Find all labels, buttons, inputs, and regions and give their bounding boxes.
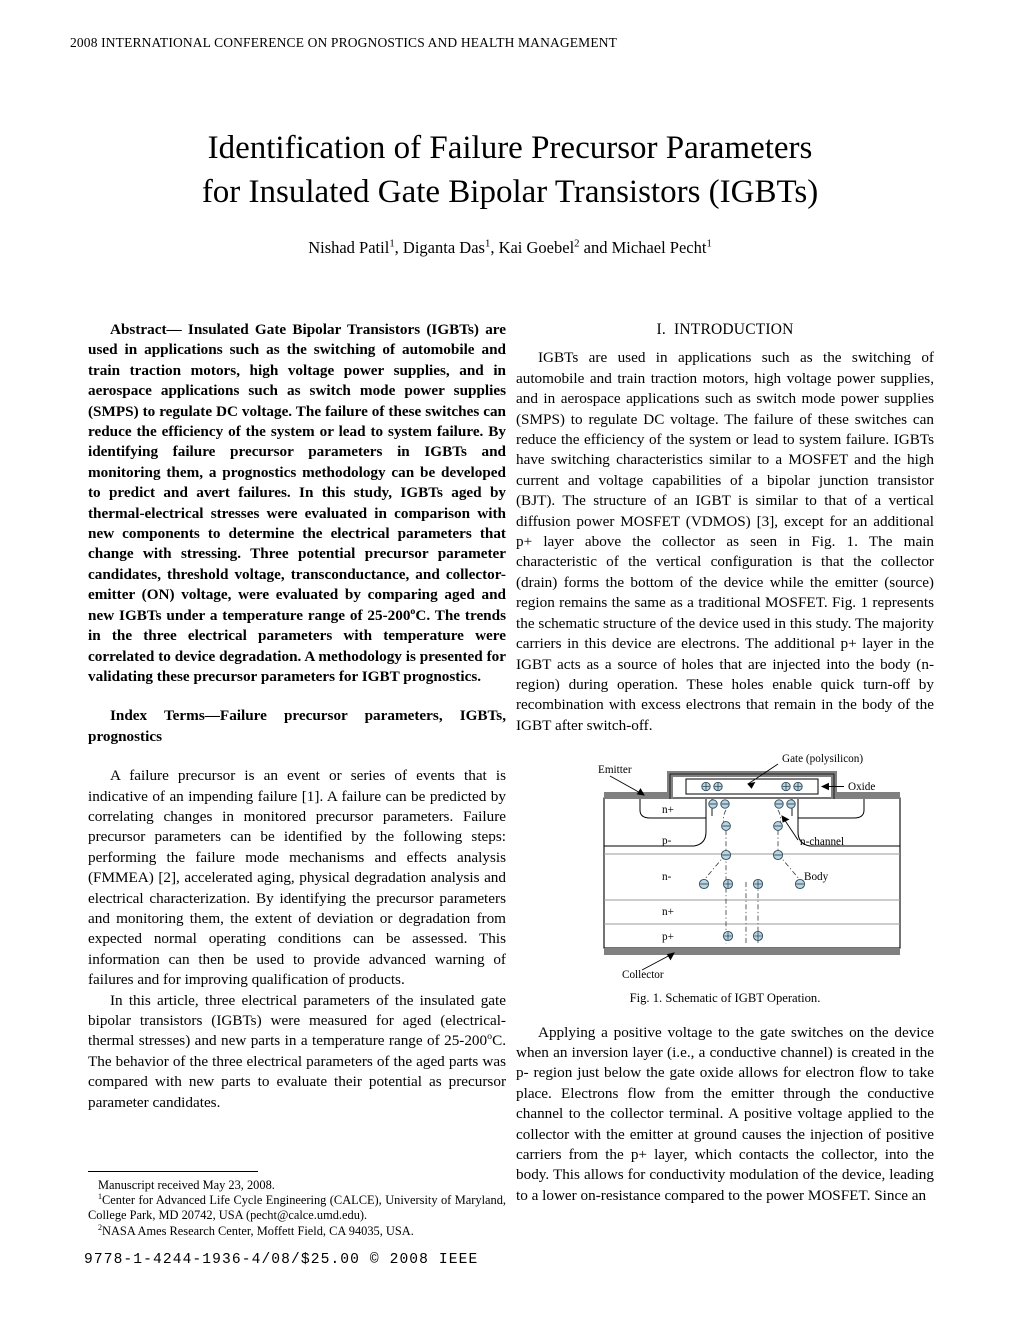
abstract-text-main: Abstract— Insulated Gate Bipolar Transistors (IGBTs) are used in applications such as the switching of automobile and train traction motors, high voltage power supplies, and in aerospace applications such as switch mode power supplies (SMPS) to regulate DC voltage. The failure of these switches can reduce the efficiency of the system or lead to system failure. By identifying failure precursor parameters in IGBTs and monitoring them, a prognostics methodology can be developed to predict and avert failures. In this study, IGBTs aged by thermal-electrical stresses were evaluated in comparison with new components to determine the electrical parameters that change with stressing. Three potential precursor parameter candidates, threshold voltage, transconductance, and collector-emitter (ON) voltage, were evaluated by comparing aged and new IGBTs under a temperature range of 25-200: [88, 321, 506, 624]
right-paragraph-1: IGBTs are used in applications such as the switching of automobile and train traction motors, high voltage power supplies, and in aerospace applications such as switch mode power supplies (SMPS) to regulate DC voltage. The failure of these switches can reduce the efficiency of the system or lead to system failure. IGBTs have switching characteristics similar to a MOSFET and the high current and voltage capabilities of a bipolar junction transistor (BJT). The structure of an IGBT is similar to that of a vertical diffusion power MOSFET (VDMOS) [3], except for an additional p+ layer above the collector as seen in Fig. 1. The main characteristic of the vertical configuration is that the collector (drain) forms the bottom of the device while the emitter (source) region remains the same as a traditional MOSFET. Fig. 1 represents the schematic structure of the device used in this study. The majority carriers in this device are electrons. The additional p+ layer in the IGBT acts as a source of holes that are injected into the body (n- region) during operation. These holes enable quick turn-off by recombination with excess electrons that remain in the body of the IGBT after switch-off.: [516, 349, 934, 734]
footnote-manuscript-received: Manuscript received May 23, 2008.: [98, 1178, 275, 1192]
author-separator-1: ,: [394, 238, 403, 257]
index-terms: Index Terms—Failure precursor parameters, IGBTs, prognostics: [88, 707, 506, 745]
footnote-block: [88, 1178, 506, 1239]
figure-label-layer-nminus: n-: [662, 871, 672, 884]
figure-label-layer-pplus: p+: [662, 931, 674, 944]
author-affil-marker-4: 1: [706, 237, 712, 250]
isbn-copyright-line: 9778-1-4244-1936-4/08/$25.00 © 2008 IEEE: [84, 1252, 479, 1268]
page-title: [70, 126, 950, 214]
left-paragraph-1: A failure precursor is an event or series of events that is indicative of an impending failure [1]. A failure can be predicted by correlating changes in monitored precursor parameters. Failure precursor parameters can be identified by the following steps: performing the failure mode mechanisms and effects analysis (FMMEA) [2], accelerated aging, physical degradation analysis and electrical characterization. By identifying the precursor parameters and monitoring them, the extent of deviation or degradation from expected normal operating conditions can be assessed. This information can then be used to provide advanced warning of failures and for improving qualification of products.: [88, 767, 506, 989]
footnote-affiliation-1-text: Center for Advanced Life Cycle Engineering (CALCE), University of Maryland, College Park, MD 20742, USA (pecht@calce.umd.edu).: [88, 1193, 506, 1223]
left-paragraph-2: [88, 991, 506, 1113]
section-title: INTRODUCTION: [674, 321, 794, 338]
title-line-1: Identification of Failure Precursor Parameters: [207, 130, 813, 167]
author-separator-3: and: [579, 238, 612, 257]
abstract-paragraph: [88, 320, 506, 687]
left-column: [88, 320, 506, 1113]
footnote-divider: [88, 1171, 258, 1172]
author-list: [70, 238, 950, 258]
figure-label-layer-pminus: p-: [662, 835, 672, 848]
figure-label-gate: Gate (polysilicon): [782, 754, 864, 766]
figure-1-caption: Fig. 1. Schematic of IGBT Operation.: [629, 991, 821, 1006]
left-paragraph-2-degree-symbol: o: [487, 1031, 493, 1043]
figure-label-n-channel: n-channel: [800, 836, 845, 849]
section-number: I.: [656, 321, 666, 338]
footnote-marker-2: 2: [98, 1222, 103, 1232]
title-line-2: for Insulated Gate Bipolar Transistors (IGBTs): [201, 174, 819, 211]
footnote-affiliation-1: [88, 1193, 506, 1223]
author-affil-marker-3: 2: [574, 237, 580, 250]
author-name-4: Michael Pecht: [611, 238, 707, 257]
running-head: 2008 INTERNATIONAL CONFERENCE ON PROGNOSTICS AND HEALTH MANAGEMENT: [70, 35, 618, 50]
figure-label-layer-nplus-top: n+: [662, 804, 674, 817]
section-heading-introduction: [516, 320, 934, 340]
author-affil-marker-1: 1: [389, 237, 395, 250]
figure-1-graphic: [582, 754, 922, 982]
figure-label-emitter: Emitter: [598, 764, 632, 777]
author-name-2: Diganta Das: [402, 238, 485, 257]
igbt-schematic-svg: [582, 754, 922, 982]
right-column: [516, 320, 934, 1206]
footnote-marker-1: 1: [98, 1192, 103, 1202]
author-name-3: Kai Goebel: [498, 238, 575, 257]
figure-label-oxide: Oxide: [848, 781, 876, 794]
author-affil-marker-2: 1: [484, 237, 491, 250]
abstract-degree-symbol: o: [410, 605, 416, 617]
figure-label-collector: Collector: [622, 969, 664, 982]
left-paragraph-2-part-a: In this article, three electrical parameters of the insulated gate bipolar transistors (IGBTs) were measured for aged (electrical-thermal stresses) and new parts in a temperature range of 25-200: [88, 991, 506, 1050]
right-paragraph-2: Applying a positive voltage to the gate switches on the device when an inversion layer (i.e., a conductive channel) is created in the p- region just below the gate oxide allows for electron flow to take place. Electrons flow from the emitter through the conductive channel to the collector terminal. A positive voltage applied to the collector with the emitter at ground causes the injection of positive carriers from the p+ layer, which contacts the collector, into the body. This allows for conductivity modulation of the device, leading to a lower on-resistance compared to the power MOSFET. Since an: [516, 1023, 934, 1204]
abstract-text-tail: C. The trends in the three electrical parameters with temperature were correlated to device degradation. A methodology is presented for validating these precursor parameters for IGBT prognostics.: [88, 606, 506, 685]
figure-label-body: Body: [804, 871, 829, 884]
footnote-affiliation-2: [88, 1224, 506, 1239]
left-paragraph-2-part-b: C. The behavior of the three electrical parameters of the aged parts was compared with new parts to evaluate their potential as precursor parameter candidates.: [88, 1032, 506, 1111]
author-separator-2: ,: [490, 238, 499, 257]
figure-label-layer-nplus-bottom: n+: [662, 906, 674, 919]
figure-1: [516, 754, 934, 1008]
footnote-affiliation-2-text: NASA Ames Research Center, Moffett Field, CA 94035, USA.: [102, 1223, 414, 1238]
author-name-1: Nishad Patil: [308, 238, 390, 257]
